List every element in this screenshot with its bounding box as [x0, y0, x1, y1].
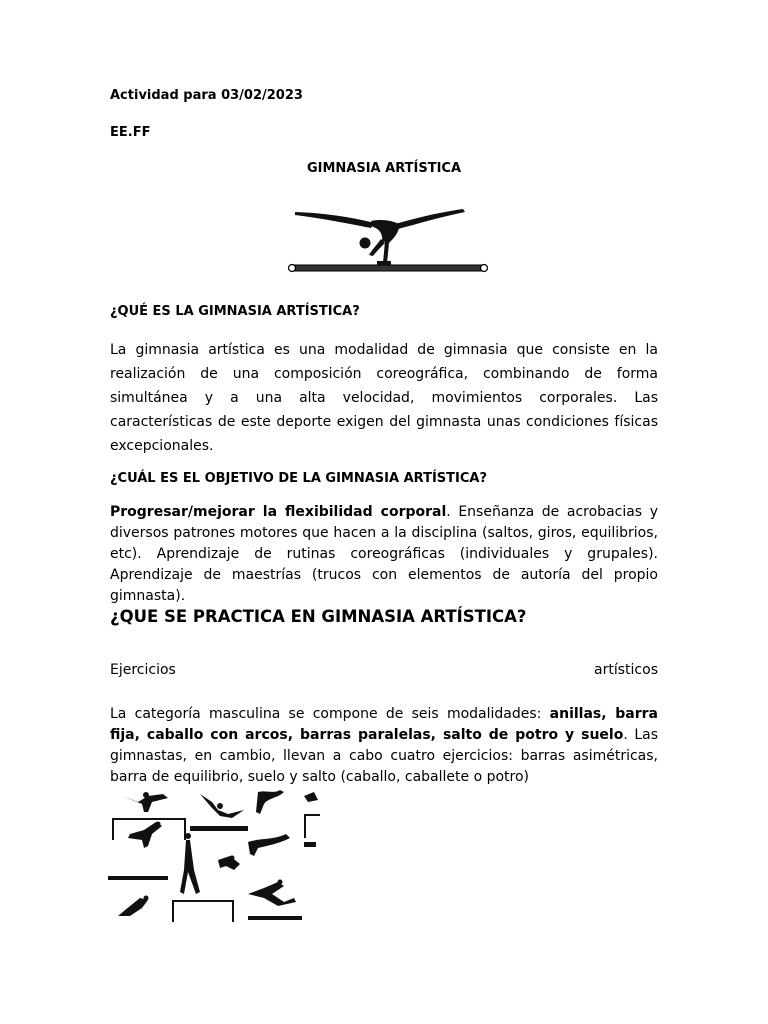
section-heading-objective: ¿CUÁL ES EL OBJETIVO DE LA GIMNASIA ARTÍSTICA? [110, 471, 487, 486]
practice-text-part2: . Las gimnastas, en cambio, llevan a cabo cuatro ejercicios: barras asimétricas, barra de equilibrio, suelo y salto (caballo, caballete o potro) [110, 727, 658, 785]
gymnast-on-beam-icon [285, 203, 491, 279]
paragraph-objective [110, 502, 658, 607]
date-heading: Actividad para 03/02/2023 [110, 88, 303, 103]
gymnastics-silhouettes-collage-icon [108, 786, 320, 924]
paragraph-what-is: La gimnasia artística es una modalidad de gimnasia que consiste en la realización de una composición coreográfica, combinando de forma simultánea y a una alta velocidad, movimientos corporales. Las características de este deporte exigen del gimnasta unas condiciones físicas excepcionales. [110, 342, 658, 454]
subject-label: EE.FF [110, 125, 151, 140]
exercise-label-right: artísticos [594, 662, 658, 678]
exercise-label-left: Ejercicios [110, 662, 176, 678]
paragraph-practice [110, 704, 658, 788]
objective-bold-phrase: Progresar/mejorar la flexibilidad corporal [110, 504, 447, 520]
exercise-label-row [110, 662, 658, 678]
practice-bold-modalities: anillas, barra fija, caballo con arcos, barras paralelas, salto de potro y suelo [110, 706, 658, 743]
document-title: GIMNASIA ARTÍSTICA [306, 161, 462, 176]
practice-text-part1: La categoría masculina se compone de seis modalidades: [110, 706, 550, 722]
section-heading-what-is: ¿QUÉ ES LA GIMNASIA ARTÍSTICA? [110, 304, 360, 319]
section-heading-practice: ¿QUE SE PRACTICA EN GIMNASIA ARTÍSTICA? [110, 607, 527, 626]
objective-rest-text: . Enseñanza de acrobacias y diversos patrones motores que hacen a la disciplina (saltos, giros, equilibrios, etc). Aprendizaje de rutinas coreográficas (individuales y grupales). Aprendizaje de maestrías (trucos con elementos de autoría del propio gimnasta). [110, 504, 658, 604]
